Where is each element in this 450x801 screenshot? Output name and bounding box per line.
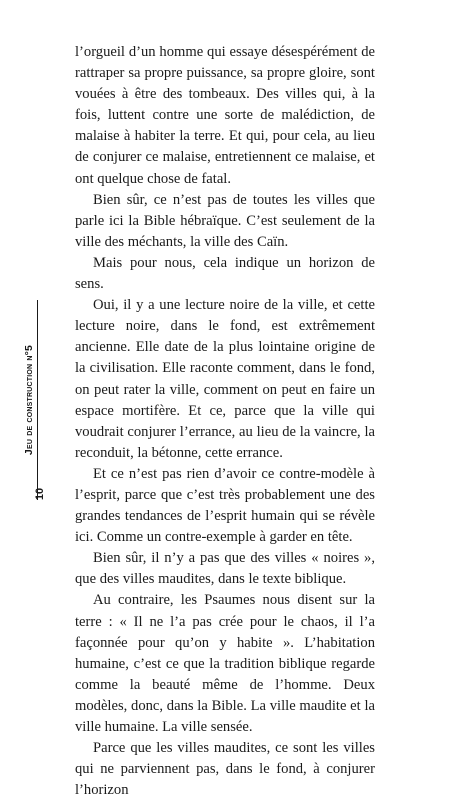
paragraph: Au contraire, les Psaumes nous disent sur la terre : « Il ne l’a pas crée pour le chaos, il l’a façonnée pour qu’on y habite ». L’habitation humaine, c’est ce que la tradition biblique regarde comme la beauté même de l’homme. Deux modèles, donc, dans la Bible. La ville maudite et la ville humaine. La ville sensée. [75,592,375,735]
body-text [75,42,375,801]
paragraph: Bien sûr, ce n’est pas de toutes les villes que parle ici la Bible hébraïque. C’est seulement de la ville des méchants, la ville des Caïn. [75,191,375,250]
paragraph: Bien sûr, il n’y a pas que des villes « noires », que des villes maudites, dans le texte biblique. [75,550,375,588]
running-head [20,300,38,500]
paragraph: Et ce n’est pas rien d’avoir ce contre-modèle à l’esprit, parce que c’est très probablement une des grandes tendances de l’esprit humain qui se révèle ici. Comme un contre-exemple à garder en tête. [75,465,375,546]
running-head-rule [37,300,38,500]
paragraph: Mais pour nous, cela indique un horizon de sens. [75,254,375,293]
page-number [28,486,52,502]
paragraph: l’orgueil d’un homme qui essaye désespérément de rattraper sa propre puissance, sa propre gloire, sont vouées à être des tombeaux. Des villes qui, à la fois, luttent contre une sorte de malédiction, de malaise à habiter la terre. Et qui, pour cela, au lieu de conjurer ce malaise, entretiennent ce malaise, et ont quelque chose de fatal. [75,44,375,187]
page-number-text: 10 [34,487,46,501]
paragraph: Oui, il y a une lecture noire de la ville, et cette lecture noire, dans le fond, est extrêmement ancienne. Elle date de la plus lointaine origine de la civilisation. Elle raconte comment, dans le fond, on peut rater la ville, comment on peut en faire un espace mortifère. Et ce, parce que la ville qui voudrait conjurer l’errance, au lieu de la vaincre, la reconduit, la bétonne, cette errance. [75,297,375,461]
running-head-text: Jeu de construction n°5 [23,344,35,456]
paragraph: Parce que les villes maudites, ce sont les villes qui ne parviennent pas, dans le fond, à conjurer l’horizon [75,740,375,799]
